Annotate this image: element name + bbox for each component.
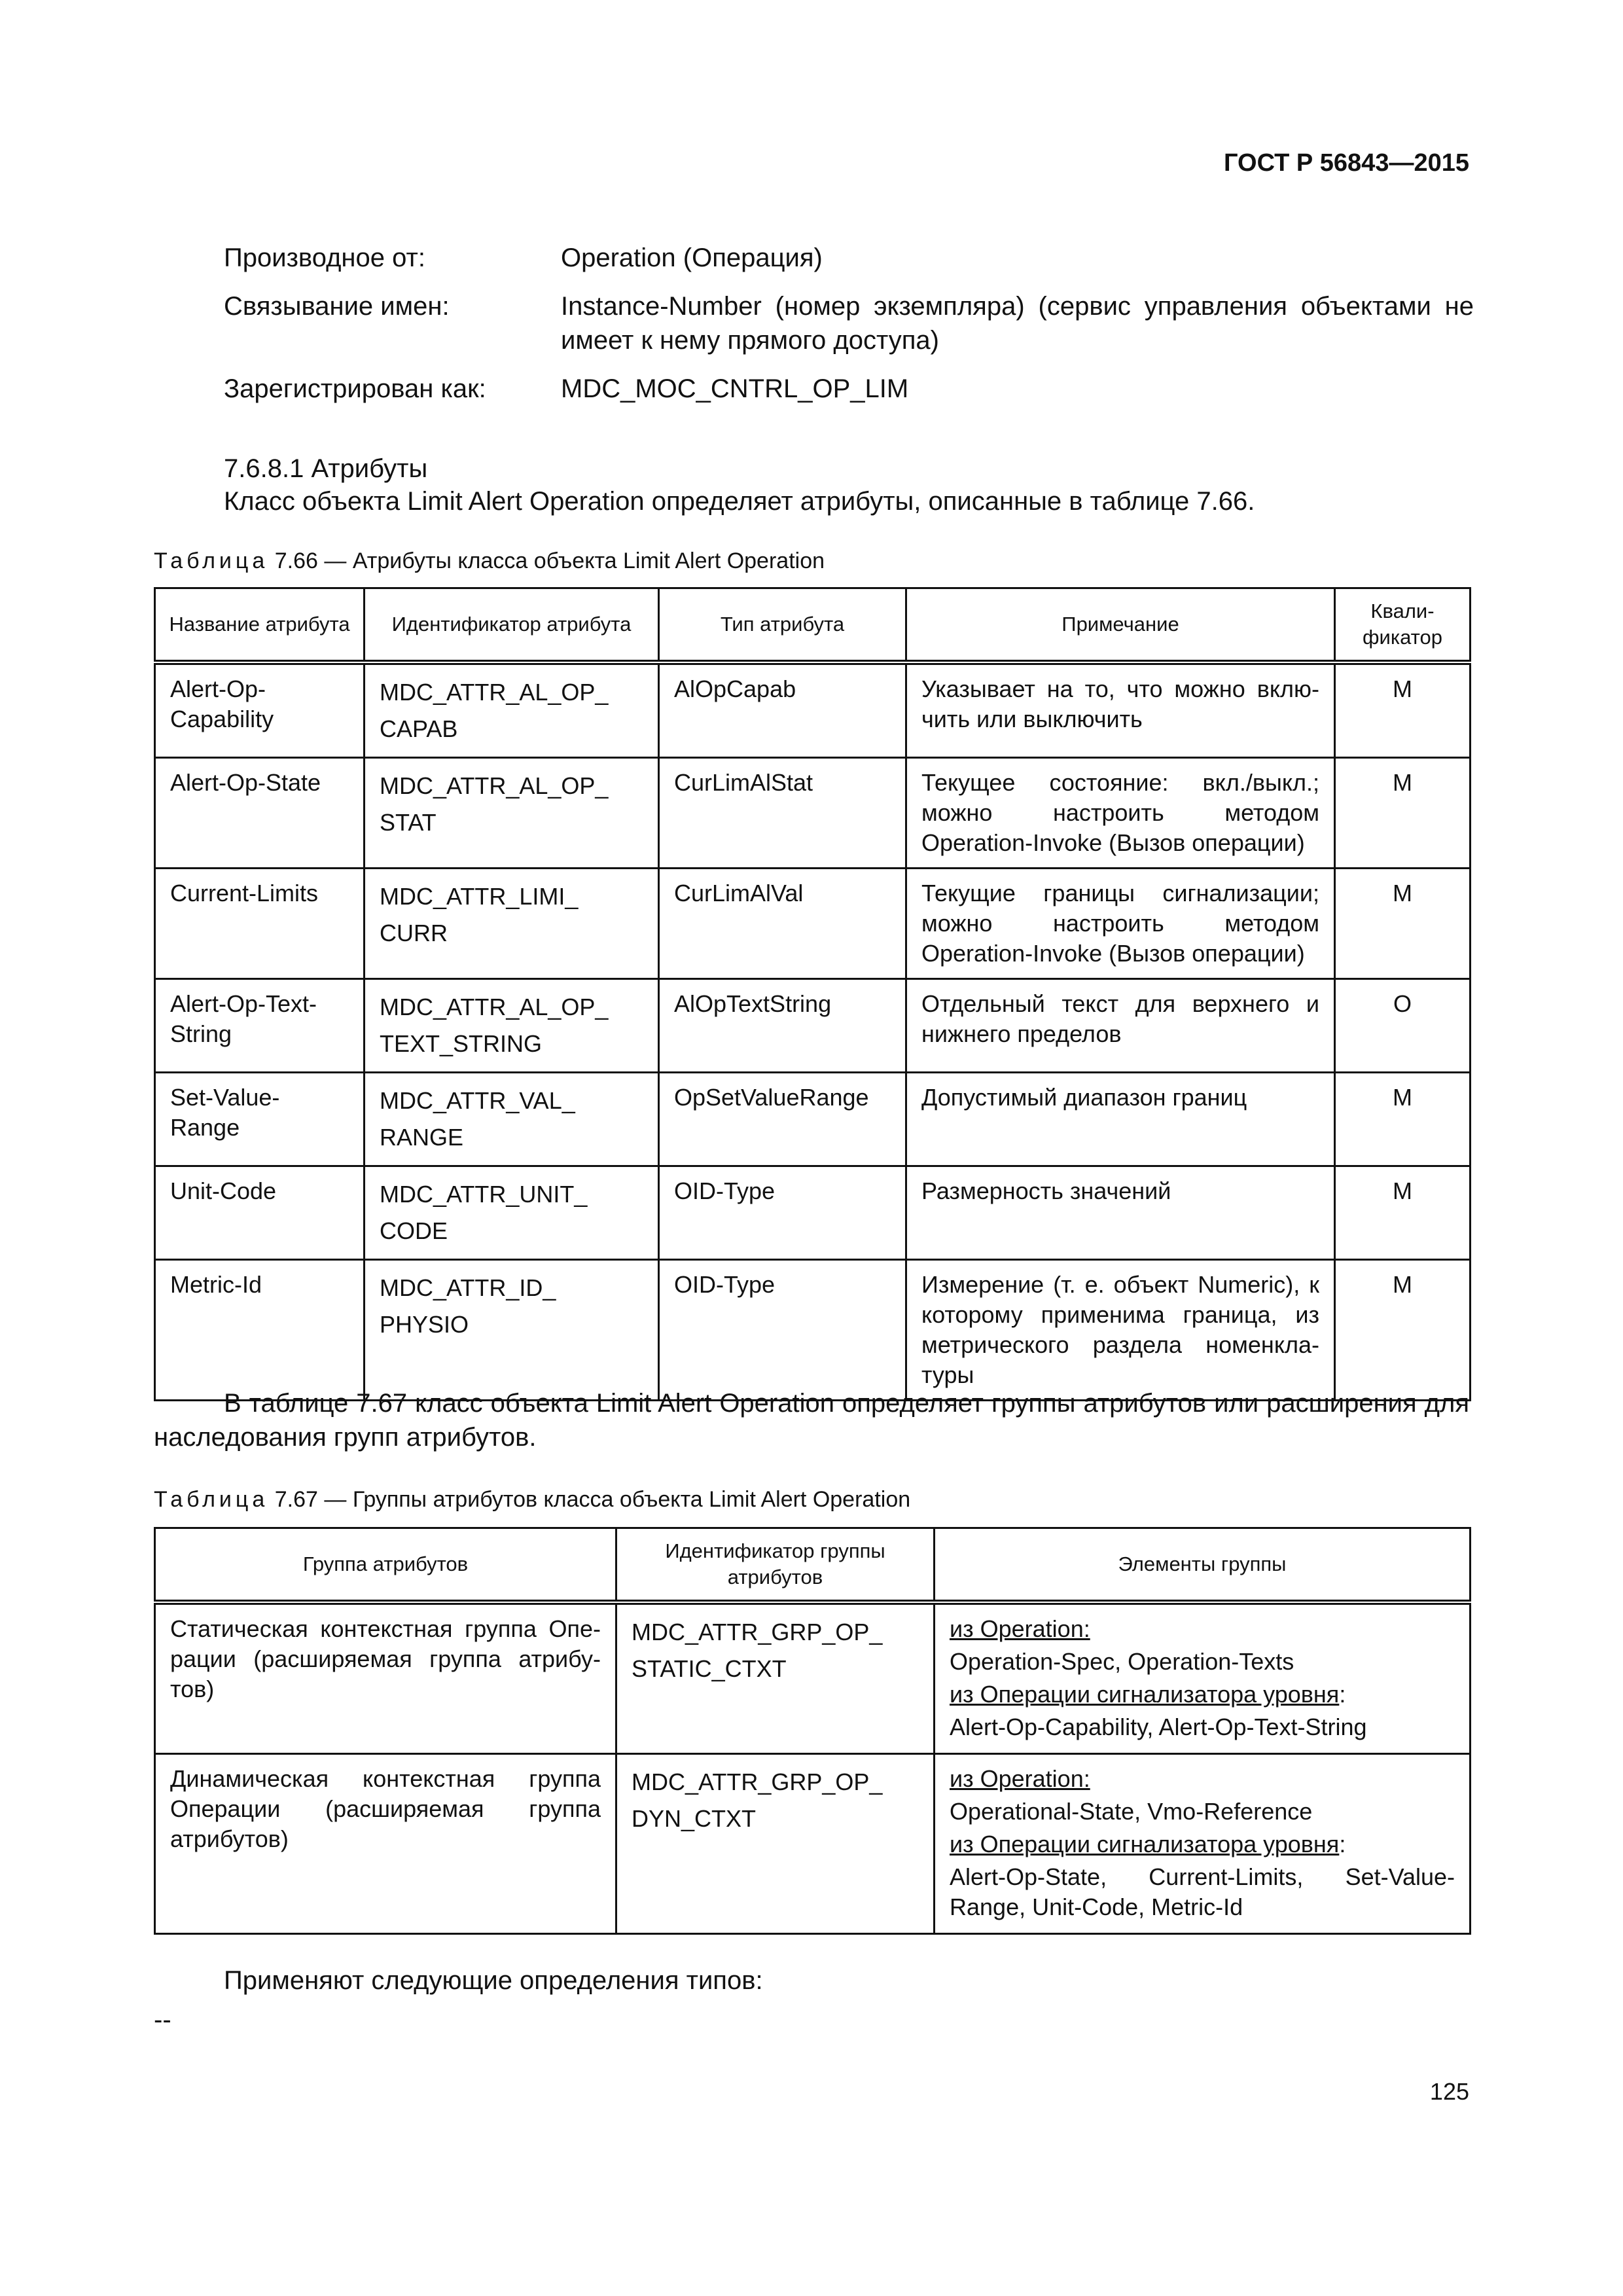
attributes-table bbox=[154, 587, 1471, 1401]
class-info-row bbox=[224, 289, 1474, 357]
attr-id-line: CODE bbox=[380, 1217, 448, 1244]
group-id-line: STATIC_CTXT bbox=[632, 1655, 787, 1682]
col-header-group: Группа атрибутов bbox=[155, 1528, 616, 1603]
attr-name: Alert-Op-Text-String bbox=[155, 979, 365, 1073]
col-header-type: Тип атрибута bbox=[659, 588, 906, 663]
table1-caption-text: 7.66 — Атрибуты класса объекта Limit Alert Operation bbox=[274, 548, 825, 573]
attr-id-line: MDC_ATTR_AL_OP_ bbox=[380, 994, 609, 1020]
col-header-elements: Элементы группы bbox=[935, 1528, 1471, 1603]
group-name: Статическая контекстная группа Операции (расширяемая группа атрибутов) bbox=[155, 1602, 616, 1754]
attr-id bbox=[365, 869, 659, 979]
table2-caption bbox=[154, 1487, 910, 1513]
from-limit-alert-label: из Операции сигнализатора уровня bbox=[950, 1681, 1340, 1708]
table-header-row bbox=[155, 1528, 1471, 1603]
attr-id bbox=[365, 979, 659, 1073]
attr-type: OID-Type bbox=[659, 1260, 906, 1401]
paragraph-type-defs: Применяют следующие определения типов: bbox=[224, 1966, 763, 1995]
attr-id bbox=[365, 758, 659, 869]
table-row bbox=[155, 662, 1471, 758]
attr-name: Current-Limits bbox=[155, 869, 365, 979]
standard-number: ГОСТ Р 56843—2015 bbox=[1224, 149, 1469, 177]
class-info bbox=[224, 241, 1474, 406]
attr-note: Отдельный текст для верхнего и нижнего пределов bbox=[906, 979, 1335, 1073]
attr-note: Размерность значений bbox=[906, 1166, 1335, 1260]
attr-note: Измерение (т. е. объект Numeric), к которому применима граница, из метрического раздела номенклатуры bbox=[906, 1260, 1335, 1401]
attr-id-line: STAT bbox=[380, 809, 437, 836]
from-limit-alert: из Операции сигнализатора уровня: bbox=[950, 1831, 1346, 1857]
attr-qualifier: M bbox=[1335, 1260, 1471, 1401]
attr-name: Alert-Op-Capability bbox=[155, 662, 365, 758]
attr-id-line: MDC_ATTR_LIMI_ bbox=[380, 883, 579, 910]
attr-id-line: TEXT_STRING bbox=[380, 1030, 543, 1057]
attr-name: Unit-Code bbox=[155, 1166, 365, 1260]
attr-note: Допустимый диапазон границ bbox=[906, 1073, 1335, 1166]
group-id-line: MDC_ATTR_GRP_OP_ bbox=[632, 1619, 883, 1645]
attr-id-line: CURR bbox=[380, 920, 448, 946]
from-limit-alert: из Операции сигнализатора уровня: bbox=[950, 1681, 1346, 1708]
attr-qualifier: M bbox=[1335, 1166, 1471, 1260]
attr-type: OID-Type bbox=[659, 1166, 906, 1260]
col-header-group-id: Идентификатор группы атрибутов bbox=[616, 1528, 935, 1603]
table2-caption-word: Таблица bbox=[154, 1487, 269, 1512]
group-id bbox=[616, 1754, 935, 1934]
section-heading: 7.6.8.1 Атрибуты bbox=[224, 454, 428, 483]
table-row bbox=[155, 869, 1471, 979]
attr-type: AlOpTextString bbox=[659, 979, 906, 1073]
attr-type: CurLimAlStat bbox=[659, 758, 906, 869]
table1-caption-word: Таблица bbox=[154, 548, 269, 573]
attr-id bbox=[365, 662, 659, 758]
from-operation-label: из Operation: bbox=[950, 1765, 1090, 1792]
class-info-value: MDC_MOC_CNTRL_OP_LIM bbox=[561, 374, 909, 403]
class-info-row bbox=[224, 241, 1474, 275]
attr-id bbox=[365, 1166, 659, 1260]
class-info-label: Связывание имен: bbox=[224, 292, 450, 321]
attr-qualifier: O bbox=[1335, 979, 1471, 1073]
table-header-row bbox=[155, 588, 1471, 663]
attr-id-line: MDC_ATTR_UNIT_ bbox=[380, 1181, 588, 1208]
from-operation-items: Operation-Spec, Operation-Texts bbox=[950, 1648, 1294, 1675]
paragraph-groups: В таблице 7.67 класс объекта Limit Alert Operation определяет группы атрибутов или расширения для наследования групп атрибутов. bbox=[154, 1389, 1469, 1452]
class-info-value: Instance-Number (номер экземпляра) (сервис управления объектами не имеет к нему прямого доступа) bbox=[561, 292, 1474, 355]
from-operation-label: из Operation: bbox=[950, 1615, 1090, 1642]
attr-qualifier: M bbox=[1335, 662, 1471, 758]
attr-id-line: MDC_ATTR_AL_OP_ bbox=[380, 772, 609, 799]
page-number: 125 bbox=[1429, 2078, 1469, 2105]
attr-qualifier: M bbox=[1335, 1073, 1471, 1166]
attr-id-line: RANGE bbox=[380, 1124, 464, 1151]
class-info-row bbox=[224, 372, 1474, 406]
group-id-line: DYN_CTXT bbox=[632, 1805, 757, 1832]
group-id bbox=[616, 1602, 935, 1754]
table-row bbox=[155, 1754, 1471, 1934]
attr-type: OpSetValueRange bbox=[659, 1073, 906, 1166]
table2-caption-text: 7.67 — Группы атрибутов класса объекта Limit Alert Operation bbox=[274, 1487, 911, 1512]
attr-id-line: CAPAB bbox=[380, 715, 458, 742]
attr-id bbox=[365, 1073, 659, 1166]
table-row bbox=[155, 1260, 1471, 1401]
col-header-qualifier: Квали-фикатор bbox=[1335, 588, 1471, 663]
col-header-note: Примечание bbox=[906, 588, 1335, 663]
attr-name: Alert-Op-State bbox=[155, 758, 365, 869]
attr-id-line: PHYSIO bbox=[380, 1311, 469, 1338]
attr-type: CurLimAlVal bbox=[659, 869, 906, 979]
attr-id-line: MDC_ATTR_VAL_ bbox=[380, 1087, 575, 1114]
table1-caption bbox=[154, 548, 825, 574]
attr-id bbox=[365, 1260, 659, 1401]
from-limit-alert-items: Alert-Op-State, Current-Limits, Set-Value-Range, Unit-Code, Metric-Id bbox=[950, 1863, 1455, 1920]
from-operation-items: Operational-State, Vmo-Reference bbox=[950, 1798, 1313, 1825]
from-limit-alert-label: из Операции сигнализатора уровня bbox=[950, 1831, 1340, 1857]
attr-qualifier: M bbox=[1335, 869, 1471, 979]
table-row bbox=[155, 979, 1471, 1073]
attr-note: Указывает на то, что можно включить или выключить bbox=[906, 662, 1335, 758]
col-header-name: Название атрибута bbox=[155, 588, 365, 663]
section-intro: Класс объекта Limit Alert Operation определяет атрибуты, описанные в таблице 7.66. bbox=[224, 487, 1255, 516]
group-name: Динамическая контекстная группа Операции (расширяемая группа атрибутов) bbox=[155, 1754, 616, 1934]
dash-line: -- bbox=[154, 2005, 171, 2034]
group-id-line: MDC_ATTR_GRP_OP_ bbox=[632, 1768, 883, 1795]
attr-id-line: MDC_ATTR_AL_OP_ bbox=[380, 679, 609, 706]
table-row bbox=[155, 1073, 1471, 1166]
from-limit-alert-items: Alert-Op-Capability, Alert-Op-Text-String bbox=[950, 1713, 1367, 1740]
col-header-id: Идентификатор атрибута bbox=[365, 588, 659, 663]
attr-note: Текущее состояние: вкл./выкл.; можно настроить методом Operation-Invoke (Вызов операции) bbox=[906, 758, 1335, 869]
table-row bbox=[155, 1166, 1471, 1260]
class-info-value: Operation (Операция) bbox=[561, 243, 823, 272]
attr-name: Metric-Id bbox=[155, 1260, 365, 1401]
table-row bbox=[155, 758, 1471, 869]
table-row bbox=[155, 1602, 1471, 1754]
attr-qualifier: M bbox=[1335, 758, 1471, 869]
group-elements bbox=[935, 1754, 1471, 1934]
attr-note: Текущие границы сигнализации; можно настроить методом Operation-Invoke (Вызов операции) bbox=[906, 869, 1335, 979]
attr-id-line: MDC_ATTR_ID_ bbox=[380, 1274, 556, 1301]
class-info-label: Производное от: bbox=[224, 243, 425, 272]
group-elements bbox=[935, 1602, 1471, 1754]
attr-type: AlOpCapab bbox=[659, 662, 906, 758]
attr-name: Set-Value-Range bbox=[155, 1073, 365, 1166]
class-info-label: Зарегистрирован как: bbox=[224, 374, 486, 403]
attribute-groups-table bbox=[154, 1527, 1471, 1935]
